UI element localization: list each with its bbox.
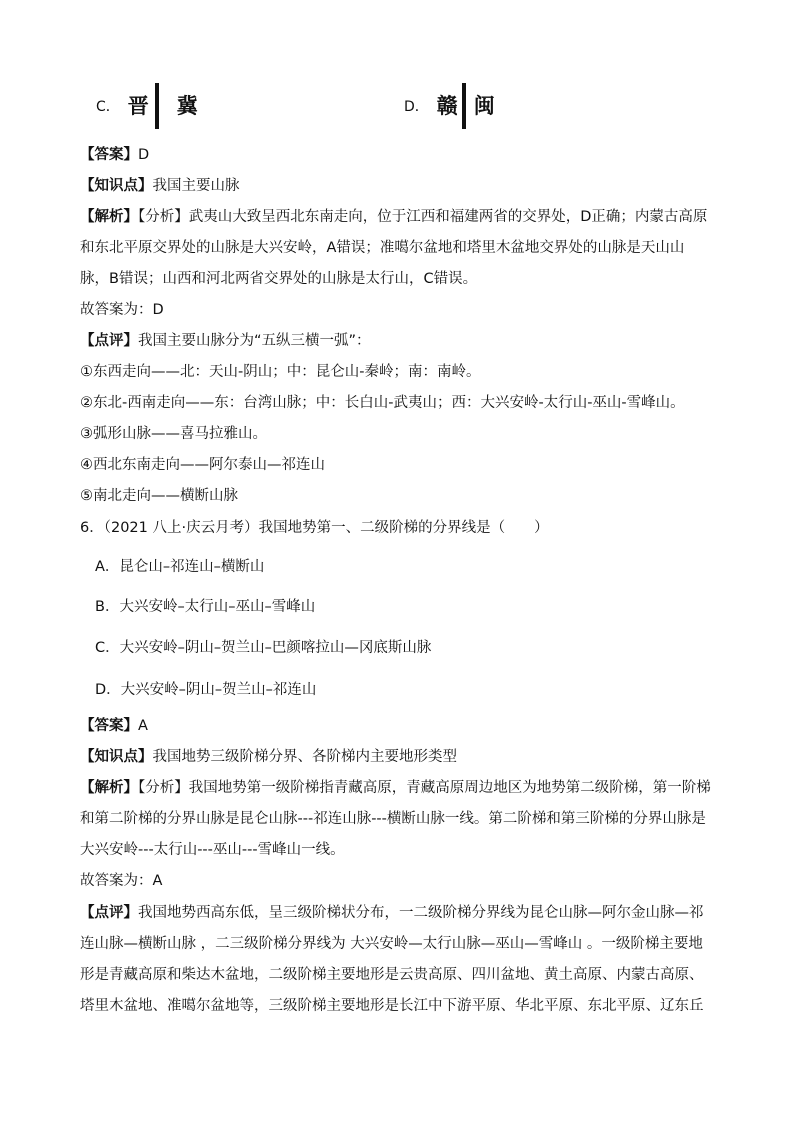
q6-stem: 6．（2021 八上·庆云月考）我国地势第一、二级阶梯的分界线是（ ） xyxy=(80,520,549,536)
q5-analysis-text-1: 【分析】武夷山大致呈西北东南走向，位于江西和福建两省的交界处，D正确；内蒙古高原 xyxy=(138,209,708,225)
q5-comment xyxy=(80,331,371,351)
option-c-letter: C． xyxy=(96,99,120,115)
option-d-left-char: 赣 xyxy=(436,94,458,118)
q5-answer-value: D xyxy=(138,147,150,163)
q6-analysis-text-1: 【分析】我国地势第一级阶梯指青藏高原，青藏高原周边地区为地势第二级阶梯，第一阶梯 xyxy=(138,780,711,796)
q6-analysis-line-2: 和第二阶梯的分界山脉是昆仑山脉---祁连山脉---横断山脉一线。第二阶梯和第三阶梯的分界山脉是 xyxy=(80,811,706,827)
option-c-divider xyxy=(155,83,159,129)
q6-choice-a: A．昆仑山–祁连山–横断山 xyxy=(95,559,265,575)
q5-analysis-line-1 xyxy=(80,207,707,227)
q6-comment-line-1 xyxy=(80,903,704,923)
q6-comment-line-4: 塔里木盆地、准噶尔盆地等，三级阶梯主要地形是长江中下游平原、华北平原、东北平原、辽东丘 xyxy=(80,998,704,1014)
q5-comment-item-1: ①东西走向——北：天山-阴山；中：昆仑山-秦岭；南：南岭。 xyxy=(80,364,481,380)
q5-comment-item-5: ⑤南北走向——横断山脉 xyxy=(80,488,238,504)
q5-knowledge-point xyxy=(80,176,240,196)
q5-comment-tag: 【点评】 xyxy=(80,333,138,349)
q6-comment-line-2: 连山脉—横断山脉 ，二三级阶梯分界线为 大兴安岭—太行山脉—巫山—雪峰山 。一级阶梯主要地 xyxy=(80,936,703,952)
q5-analysis-tag: 【解析】 xyxy=(80,209,138,225)
option-d-right-char: 闽 xyxy=(473,94,495,118)
q6-kp-value: 我国地势三级阶梯分界、各阶梯内主要地形类型 xyxy=(152,749,457,765)
q5-answer xyxy=(80,145,149,165)
q5-analysis-line-2: 和东北平原交界处的山脉是大兴安岭，A错误；准噶尔盆地和塔里木盆地交界处的山脉是天山山 xyxy=(80,240,685,256)
q6-knowledge-point xyxy=(80,747,457,767)
option-d xyxy=(404,80,495,132)
q5-analysis-line-3: 脉，B错误；山西和河北两省交界处的山脉是太行山，C错误。 xyxy=(80,271,478,287)
q5-comment-item-2: ②东北-西南走向——东：台湾山脉；中：长白山-武夷山；西：大兴安岭-太行山-巫山-雪峰山。 xyxy=(80,395,685,411)
q6-choice-b: B．大兴安岭–太行山–巫山–雪峰山 xyxy=(95,599,316,615)
option-c-left-char: 晋 xyxy=(127,94,149,118)
option-d-divider xyxy=(462,83,466,129)
q6-comment-text-1: 我国地势西高东低，呈三级阶梯状分布，一二级阶梯分界线为昆仑山脉—阿尔金山脉—祁 xyxy=(138,905,704,921)
q6-analysis-line-3: 大兴安岭---太行山---巫山---雪峰山一线。 xyxy=(80,842,345,858)
image-options-row xyxy=(96,80,696,132)
q6-comment-tag: 【点评】 xyxy=(80,905,138,921)
q6-answer-tag: 【答案】 xyxy=(80,718,138,734)
option-c xyxy=(96,80,198,132)
q6-final-answer: 故答案为：A xyxy=(80,873,163,889)
q5-answer-tag: 【答案】 xyxy=(80,147,138,163)
q6-kp-tag: 【知识点】 xyxy=(80,749,153,765)
q5-comment-text: 我国主要山脉分为“五纵三横一弧”： xyxy=(138,333,371,349)
q5-comment-item-3: ③弧形山脉——喜马拉雅山。 xyxy=(80,426,267,442)
q5-kp-tag: 【知识点】 xyxy=(80,178,153,194)
q5-kp-value: 我国主要山脉 xyxy=(152,178,240,194)
q5-final-answer: 故答案为：D xyxy=(80,302,164,318)
q6-answer-value: A xyxy=(138,718,148,734)
q6-analysis-line-1 xyxy=(80,778,711,798)
q6-comment-line-3: 形是青藏高原和柴达木盆地，二级阶梯主要地形是云贵高原、四川盆地、黄土高原、内蒙古高原、 xyxy=(80,967,704,983)
option-c-right-char: 冀 xyxy=(176,94,198,118)
q6-answer xyxy=(80,716,148,736)
q6-analysis-tag: 【解析】 xyxy=(80,780,138,796)
q6-choice-c: C．大兴安岭–阴山–贺兰山–巴颜喀拉山—冈底斯山脉 xyxy=(95,640,432,656)
q5-comment-item-4: ④西北东南走向——阿尔泰山—祁连山 xyxy=(80,457,325,473)
option-d-letter: D． xyxy=(404,99,429,115)
q6-choice-d: D．大兴安岭–阴山–贺兰山–祁连山 xyxy=(95,682,317,698)
